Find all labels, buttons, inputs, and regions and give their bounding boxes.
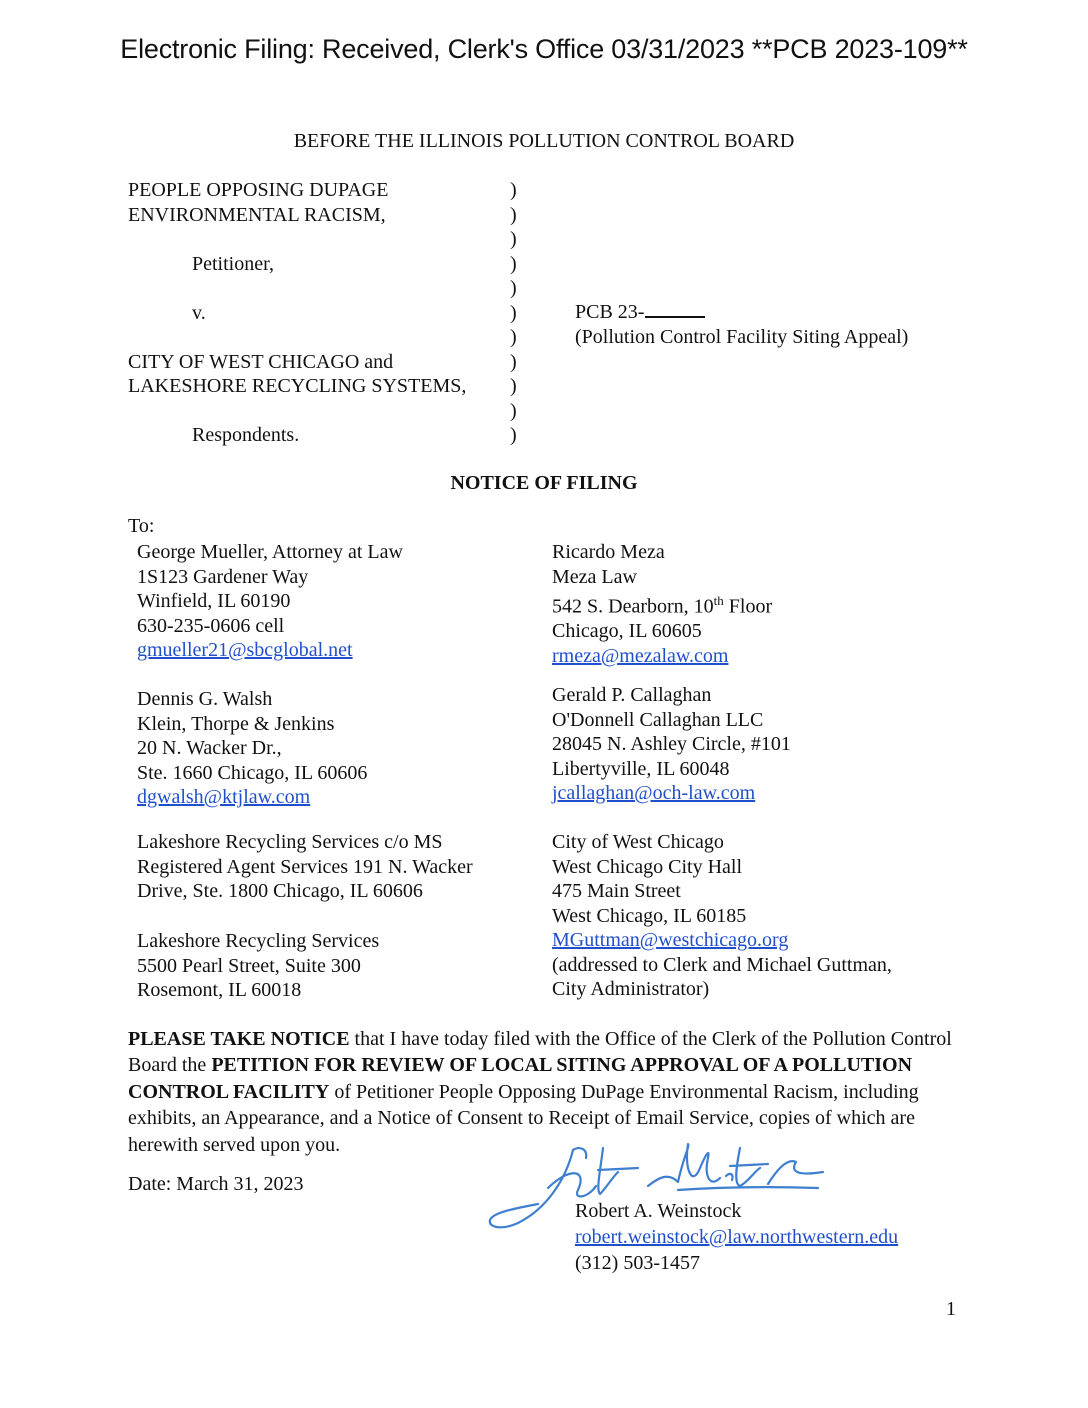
recipient-line: 5500 Pearl Street, Suite 300: [137, 954, 361, 977]
recipient-west-chicago: [552, 830, 892, 1002]
case-type: (Pollution Control Facility Siting Appeal): [575, 325, 909, 348]
ordinal-suffix: th: [713, 593, 724, 608]
recipient-line: O'Donnell Callaghan LLC: [552, 708, 764, 731]
recipient-line: 20 N. Wacker Dr.,: [137, 737, 282, 759]
recipient-line: Libertyville, IL 60048: [552, 757, 730, 780]
recipient-line: City of West Chicago: [552, 831, 724, 853]
recipient-line: Lakeshore Recycling Services: [137, 930, 380, 952]
recipient-line: Winfield, IL 60190: [137, 590, 291, 612]
recipient-line: Ricardo Meza: [552, 541, 665, 563]
paren: ): [510, 326, 517, 348]
paren: ): [510, 350, 517, 373]
recipient-line: Rosemont, IL 60018: [137, 979, 302, 1001]
notice-lead: PLEASE TAKE NOTICE: [128, 1028, 350, 1050]
paren: ): [510, 228, 517, 250]
recipient-line: Drive, Ste. 1800 Chicago, IL 60606: [137, 880, 423, 902]
notice-text: that I have today filed with the Office of the Clerk of the Pollution Control Board the: [128, 1028, 952, 1077]
recipient-line: (addressed to Clerk and Michael Guttman,: [552, 953, 892, 976]
signer-block: [575, 1198, 898, 1276]
signer-phone: (312) 503-1457: [575, 1252, 700, 1274]
address-text: 542 S. Dearborn, 10: [552, 595, 714, 618]
recipient-line: Klein, Thorpe & Jenkins: [137, 712, 335, 735]
petitioner-name-line1: PEOPLE OPPOSING DUPAGE: [128, 179, 389, 201]
address-text: Floor: [723, 595, 773, 618]
petition-title: PETITION FOR REVIEW OF LOCAL SITING APPROVAL OF A POLLUTION CONTROL FACILITY: [128, 1054, 913, 1103]
recipient-line: City Administrator): [552, 978, 710, 1000]
recipient-line: Dennis G. Walsh: [137, 688, 273, 710]
paren: ): [510, 179, 517, 201]
recipient-line: 28045 N. Ashley Circle, #101: [552, 733, 791, 755]
petitioner-name-line2: ENVIRONMENTAL RACISM,: [128, 203, 386, 226]
recipient-line: Chicago, IL 60605: [552, 620, 702, 643]
paren: ): [510, 301, 517, 324]
paren: ): [510, 252, 517, 275]
notice-text: of Petitioner People Opposing DuPage Environmental Racism, including exhibits, an Appearance, and a Notice of Consent to Receipt of Email Service, copies of which are herewith served upon you.: [128, 1080, 919, 1156]
recipient-line: Ste. 1660 Chicago, IL 60606: [137, 761, 368, 784]
notice-title: NOTICE OF FILING: [450, 472, 638, 494]
case-number: PCB 23-: [575, 301, 645, 323]
paren: ): [510, 399, 517, 422]
respondent-role: Respondents.: [192, 424, 300, 446]
recipient-meza: [552, 540, 772, 668]
recipient-email-link[interactable]: gmueller21@sbcglobal.net: [137, 639, 353, 661]
recipient-line: Registered Agent Services 191 N. Wacker: [137, 855, 473, 878]
efiling-stamp: Electronic Filing: Received, Clerk's Office 03/31/2023 **PCB 2023-109**: [120, 34, 968, 64]
respondent-name-line1: CITY OF WEST CHICAGO and: [128, 350, 394, 373]
case-caption-parties: [128, 178, 466, 448]
recipient-lakeshore-agent: [137, 830, 473, 904]
case-number-block: [575, 300, 908, 349]
recipient-line: Gerald P. Callaghan: [552, 684, 712, 706]
recipient-lakeshore: [137, 929, 379, 1003]
recipient-mueller: [137, 540, 403, 663]
recipient-walsh: [137, 687, 367, 810]
recipient-line: West Chicago City Hall: [552, 855, 743, 878]
recipient-email-link[interactable]: MGuttman@westchicago.org: [552, 929, 789, 951]
respondent-name-line2: LAKESHORE RECYCLING SYSTEMS,: [128, 375, 467, 397]
caption-parentheses: [510, 178, 517, 448]
recipient-line: 1S123 Gardener Way: [137, 565, 309, 588]
recipient-email-link[interactable]: rmeza@mezalaw.com: [552, 644, 729, 667]
paren: ): [510, 277, 517, 299]
recipient-callaghan: [552, 683, 791, 806]
board-title: BEFORE THE ILLINOIS POLLUTION CONTROL BOARD: [293, 130, 795, 152]
recipient-line: 630-235-0606 cell: [137, 614, 285, 637]
filing-date: Date: March 31, 2023: [128, 1173, 304, 1195]
signer-name: Robert A. Weinstock: [575, 1200, 742, 1222]
page-number: 1: [946, 1298, 956, 1320]
versus: v.: [192, 301, 206, 324]
paren: ): [510, 424, 517, 446]
petitioner-role: Petitioner,: [192, 252, 274, 275]
recipient-line: Meza Law: [552, 565, 637, 588]
recipient-email-link[interactable]: jcallaghan@och-law.com: [552, 782, 756, 804]
recipient-line: 475 Main Street: [552, 880, 681, 902]
recipient-email-link[interactable]: dgwalsh@ktjlaw.com: [137, 786, 311, 808]
paren: ): [510, 375, 517, 397]
paren: ): [510, 203, 517, 226]
recipient-line: Lakeshore Recycling Services c/o MS: [137, 831, 443, 853]
recipient-line: [552, 589, 772, 619]
signer-email-link[interactable]: robert.weinstock@law.northwestern.edu: [575, 1226, 899, 1248]
case-number-blank: [645, 300, 705, 318]
recipient-line: George Mueller, Attorney at Law: [137, 541, 403, 563]
recipient-line: West Chicago, IL 60185: [552, 904, 747, 927]
to-label: To:: [128, 515, 155, 537]
